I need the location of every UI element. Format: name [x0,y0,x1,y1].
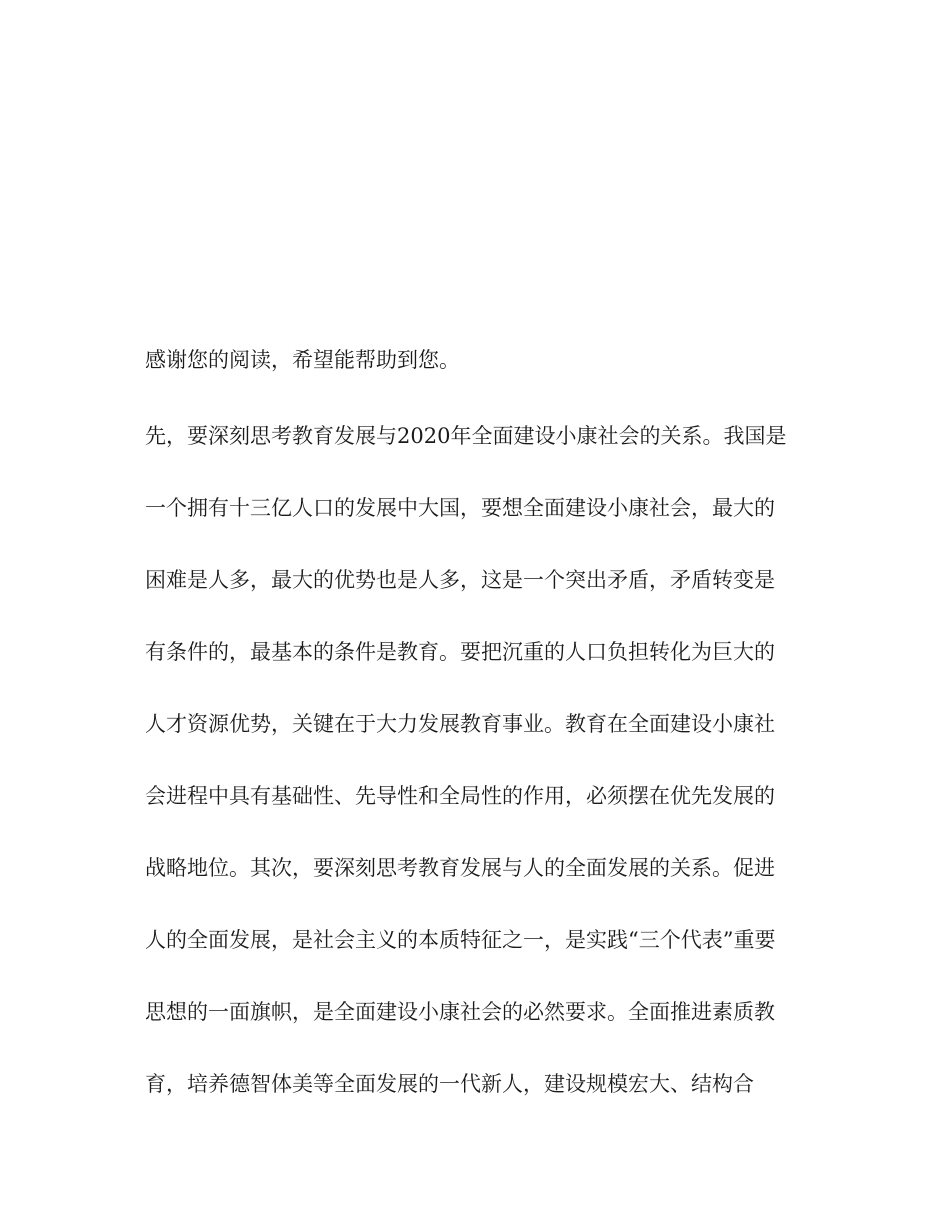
body-text-line: 人才资源优势，关键在于大力发展教育事业。教育在全面建设小康社 [145,712,775,736]
body-text-line: 会进程中具有基础性、先导性和全局性的作用，必须摆在优先发展的 [145,784,775,808]
body-text-line: 先，要深刻思考教育发展与2020年全面建设小康社会的关系。我国是 [145,424,787,448]
body-text-line: 人的全面发展，是社会主义的本质特征之一，是实践“三个代表”重要 [145,928,776,952]
body-text-line: 育，培养德智体美等全面发展的一代新人，建设规模宏大、结构合 [145,1072,754,1096]
body-text-line: 一个拥有十三亿人口的发展中大国，要想全面建设小康社会，最大的 [145,496,775,520]
body-text-line: 思想的一面旗帜，是全面建设小康社会的必然要求。全面推进素质教 [145,1000,775,1024]
body-text-line: 战略地位。其次，要深刻思考教育发展与人的全面发展的关系。促进 [145,856,775,880]
body-text-line: 有条件的，最基本的条件是教育。要把沉重的人口负担转化为巨大的 [145,640,775,664]
closing-note: 感谢您的阅读，希望能帮助到您。 [145,348,460,372]
body-text-line: 困难是人多，最大的优势也是人多，这是一个突出矛盾，矛盾转变是 [145,568,775,592]
